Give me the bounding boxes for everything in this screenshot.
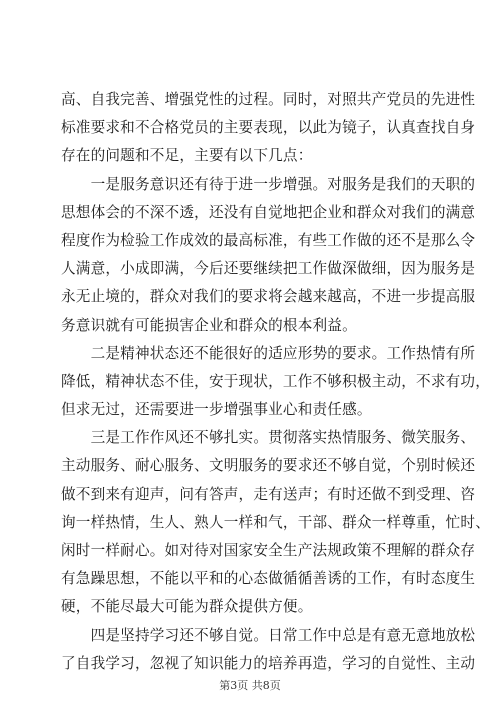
text-line: 了自我学习，忽视了知识能力的培养再造，学习的自觉性、主动 xyxy=(61,654,476,672)
text-line: 永无止境的，群众对我们的要求将会越来越高，不进一步提高服 xyxy=(61,288,476,306)
text-line: 闲时一样耐心。如对待对国家安全生产法规政策不理解的群众存 xyxy=(61,542,476,559)
document-body xyxy=(61,86,491,678)
text-line: 高、自我完善、增强党性的过程。同时，对照共产党员的先进性 xyxy=(61,91,476,108)
text-line: 标准要求和不合格党员的主要表现，以此为镜子，认真查找自身 xyxy=(61,119,476,137)
text-line: 二是精神状态还不能很好的适应形势的要求。工作热情有所 xyxy=(61,344,476,362)
text-line: 做不到来有迎声，问有答声，走有送声；有时还做不到受理、咨 xyxy=(61,485,476,503)
text-line: 询一样热情，生人、熟人一样和气，干部、群众一样尊重，忙时、 xyxy=(61,513,491,531)
text-line: 四是坚持学习还不够自觉。日常工作中总是有意无意地放松 xyxy=(61,626,476,644)
text-line: 人满意，小成即满，今后还要继续把工作做深做细，因为服务是 xyxy=(61,260,476,278)
page-footer: 第3页 共8页 xyxy=(219,679,281,692)
text-line: 主动服务、耐心服务、文明服务的要求还不够自觉，个别时候还 xyxy=(61,457,476,475)
text-line: 硬，不能尽最大可能为群众提供方便。 xyxy=(61,598,313,616)
text-line: 思想体会的不深不透，还没有自觉地把企业和群众对我们的满意 xyxy=(61,203,476,221)
text-line: 务意识就有可能损害企业和群众的根本利益。 xyxy=(61,316,357,334)
text-line: 三是工作作风还不够扎实。贯彻落实热情服务、微笑服务、 xyxy=(61,429,476,447)
text-line: 有急躁思想，不能以平和的心态做循循善诱的工作，有时态度生 xyxy=(61,570,476,588)
text-line: 存在的问题和不足，主要有以下几点： xyxy=(61,147,313,165)
text-line: 一是服务意识还有待于进一步增强。对服务是我们的天职的 xyxy=(61,175,476,193)
text-line: 降低，精神状态不佳，安于现状，工作不够积极主动，不求有功， xyxy=(61,372,491,390)
text-line: 程度作为检验工作成效的最高标准，有些工作做的还不是那么令 xyxy=(61,231,476,249)
text-line: 但求无过，还需要进一步增强事业心和责任感。 xyxy=(61,401,372,419)
